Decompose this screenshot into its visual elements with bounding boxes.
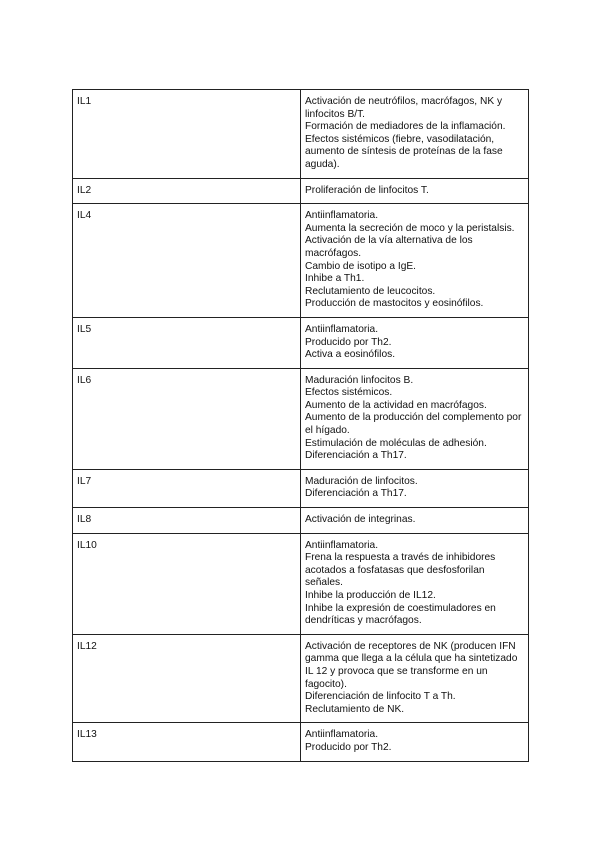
function-line: Diferenciación a Th17. [305, 450, 407, 462]
table-row [73, 469, 529, 507]
table-row [73, 634, 529, 723]
function-line: Antiinflamatoria. [305, 323, 379, 335]
function-line: Formación de mediadores de la inflamación. [305, 121, 506, 133]
function-line: Activación de integrinas. [305, 514, 416, 526]
table-row [73, 533, 529, 634]
table-row [73, 90, 529, 179]
function-line: Activación de la vía alternativa de los macrófagos. [305, 235, 473, 259]
interleukin-name-cell: IL12 [73, 634, 301, 723]
interleukin-name-cell: IL13 [73, 723, 301, 761]
interleukin-name-cell: IL7 [73, 469, 301, 507]
function-line: Inhibe la expresión de coestimuladores en dendríticas y macrófagos. [305, 602, 496, 627]
function-line: Inhibe la producción de IL12. [305, 590, 436, 601]
function-line: Activa a eosinófilos. [305, 349, 396, 361]
function-line: Inhibe a Th1. [305, 273, 365, 285]
interleukin-name-cell: IL8 [73, 508, 301, 534]
function-line: Activación de neutrófilos, macrófagos, NK y linfocitos B/T. [305, 96, 503, 120]
function-line: Producido por Th2. [305, 336, 392, 348]
function-line: Antiinflamatoria. [305, 729, 379, 741]
table-row [73, 317, 529, 368]
table-row [73, 723, 529, 761]
interleukin-function-cell [301, 723, 529, 761]
function-line: Estimulación de moléculas de adhesión. [305, 437, 487, 449]
function-line: Producido por Th2. [305, 741, 392, 753]
table-row [73, 178, 529, 204]
function-line: Frena la respuesta a través de inhibidores acotados a fosfatasas que desfosforilan señales. [305, 552, 496, 589]
interleukin-function-cell [301, 634, 529, 723]
function-line: Producción de mastocitos y eosinófilos. [305, 298, 484, 310]
interleukin-function-cell [301, 368, 529, 469]
interleukin-function-cell [301, 90, 529, 179]
interleukin-name-cell: IL2 [73, 178, 301, 204]
function-line: Reclutamiento de leucocitos. [305, 285, 436, 297]
interleukin-function-cell [301, 469, 529, 507]
interleukin-name-cell: IL6 [73, 368, 301, 469]
function-line: Antiinflamatoria. [305, 210, 379, 222]
interleukin-function-cell [301, 178, 529, 204]
function-line: Reclutamiento de NK. [305, 703, 405, 715]
function-line: Proliferación de linfocitos T. [305, 184, 429, 196]
function-line: Efectos sistémicos (fiebre, vasodilatación, aumento de síntesis de proteínas de la fase aguda). [305, 133, 503, 170]
function-line: Maduración de linfocitos. [305, 475, 418, 487]
function-line: Diferenciación a Th17. [305, 488, 407, 500]
table-row [73, 508, 529, 534]
function-line: Activación de receptores de NK (producen IFN gamma que llega a la célula que ha sintetizado IL 12 y provoca que se transforme en un fagocito). [305, 640, 518, 690]
interleukin-name-cell: IL10 [73, 533, 301, 634]
function-line: Maduración linfocitos B. [305, 374, 414, 386]
interleukin-table-body [73, 90, 529, 762]
interleukin-function-cell [301, 317, 529, 368]
table-row [73, 204, 529, 318]
table-row [73, 368, 529, 469]
interleukin-function-cell [301, 508, 529, 534]
function-line: Efectos sistémicos. [305, 387, 393, 399]
interleukin-function-cell [301, 204, 529, 318]
function-line: Antiinflamatoria. [305, 539, 379, 551]
function-line: Aumenta la secreción de moco y la peristalsis. [305, 222, 515, 234]
function-line: Diferenciación de linfocito T a Th. [305, 691, 456, 703]
function-line: Aumento de la producción del complemento por el hígado. [305, 412, 522, 437]
function-line: Cambio de isotipo a IgE. [305, 260, 416, 272]
interleukin-name-cell: IL1 [73, 90, 301, 179]
interleukin-name-cell: IL5 [73, 317, 301, 368]
interleukin-name-cell: IL4 [73, 204, 301, 318]
function-line: Aumento de la actividad en macrófagos. [305, 399, 487, 411]
interleukin-table [72, 89, 529, 762]
interleukin-function-cell [301, 533, 529, 634]
